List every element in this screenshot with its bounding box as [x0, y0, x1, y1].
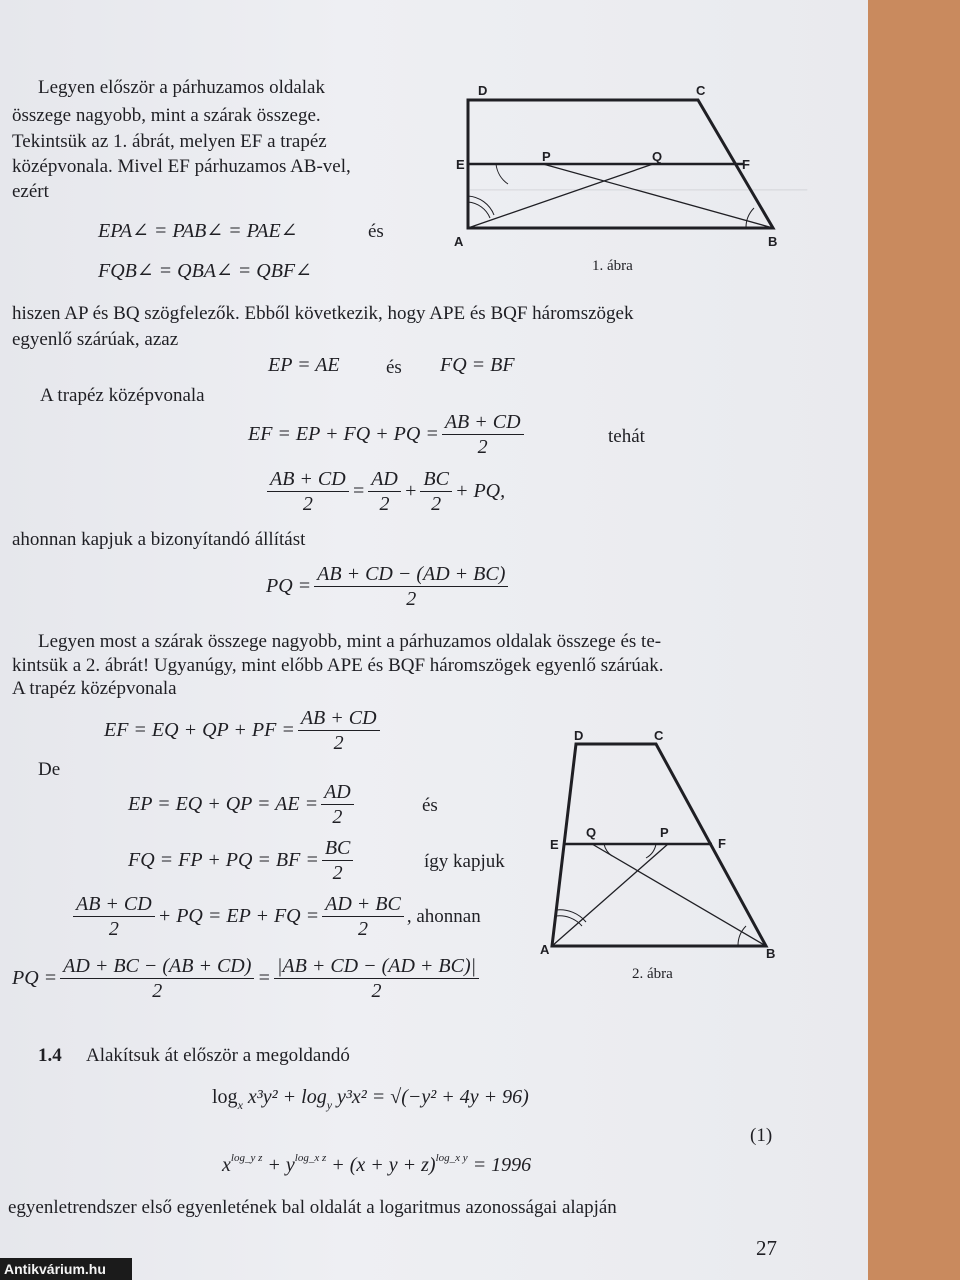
equation-logarithm [212, 1086, 529, 1112]
vertex-a-label: A [540, 942, 550, 957]
paragraph-line: Tekintsük az 1. ábrát, melyen EF a trapéz [12, 131, 327, 152]
denominator: 2 [108, 918, 119, 940]
vertex-p-label: P [542, 149, 551, 164]
vertex-c-label: C [696, 83, 706, 98]
equation-lhs: PQ = [266, 575, 312, 597]
figure-2-caption: 2. ábra [632, 966, 673, 982]
superscript: log_y z [230, 1152, 263, 1164]
equation-lhs: EF = EP + FQ + PQ = [248, 423, 439, 445]
fraction [442, 410, 524, 459]
vertex-q-label: Q [586, 825, 597, 840]
operator: + [403, 480, 418, 502]
watermark: Antikvárium.hu [0, 1258, 132, 1280]
figure-2-trapezoid [536, 726, 786, 966]
numerator: AD + BC [322, 892, 404, 917]
paragraph-line: kintsük a 2. ábrát! Ugyanúgy, mint előbb APE és BQF háromszögek egyenlő szárúak. [12, 655, 664, 676]
denominator: 2 [332, 806, 343, 828]
numerator: AB + CD − (AD + BC) [314, 562, 508, 587]
paragraph-line: középvonala. Mivel EF párhuzamos AB-vel, [12, 156, 351, 177]
vertex-e-label: E [550, 837, 559, 852]
equation-lhs: FQ = FP + PQ = BF = [128, 849, 319, 871]
equation-lhs: PQ = [12, 967, 58, 989]
numerator: BC [420, 467, 452, 492]
paragraph-line: Legyen most a szárak összege nagyobb, mint a párhuzamos oldalak összege és te- [38, 631, 662, 652]
vertex-f-label: F [718, 836, 726, 851]
paragraph-line: ahonnan kapjuk a bizonyítandó állítást [12, 529, 306, 550]
section-number: 1.4 [38, 1045, 62, 1066]
fraction [420, 467, 452, 516]
equation-text: + (x + y + z) [331, 1154, 436, 1176]
fraction [298, 706, 380, 755]
vertex-q-label: Q [652, 149, 663, 164]
equation-word: és [368, 221, 384, 242]
subscript: y [326, 1098, 333, 1112]
equation-text: y³x² = √(−y² + 4y + 96) [337, 1086, 529, 1108]
paragraph-line: A trapéz középvonala [12, 678, 177, 699]
equation-angles-1: EPA∠ = PAB∠ = PAE∠ [98, 220, 298, 242]
equation-pq-result [266, 562, 511, 611]
operator: = [257, 967, 271, 989]
superscript: log_x y [435, 1152, 468, 1164]
equation-word: tehát [608, 426, 645, 447]
equation-ef-sum [248, 410, 527, 459]
equation-fq [128, 836, 356, 885]
log-word: log [212, 1086, 238, 1108]
denominator: 2 [302, 493, 313, 515]
equation-midline-split [264, 467, 505, 516]
numerator: BC [322, 836, 354, 861]
numerator: AB + CD [267, 467, 349, 492]
denominator: 2 [406, 588, 417, 610]
equation-lhs: EP = EQ + QP = AE = [128, 793, 319, 815]
fraction [73, 892, 155, 941]
paragraph-line: De [38, 759, 61, 780]
vertex-d-label: D [478, 83, 488, 98]
equation-ep-ae: EP = AE [268, 354, 340, 376]
numerator: AB + CD [73, 892, 155, 917]
paragraph-line: A trapéz középvonala [40, 385, 205, 406]
equation-pq-abs [12, 954, 482, 1003]
fraction [314, 562, 508, 611]
fraction [368, 467, 401, 516]
superscript: log_x z [294, 1152, 327, 1164]
vertex-b-label: B [766, 946, 776, 961]
equation-lhs: EF = EQ + QP + PF = [104, 719, 295, 741]
equation-text: = 1996 [472, 1154, 532, 1176]
equation-word: , ahonnan [406, 906, 481, 927]
vertex-b-label: B [768, 234, 778, 249]
denominator: 2 [333, 732, 344, 754]
denominator: 2 [332, 862, 343, 884]
numerator: AB + CD [298, 706, 380, 731]
subscript: x [237, 1098, 243, 1112]
denominator: 2 [371, 980, 382, 1002]
equation-text: x³y² + log [247, 1086, 327, 1108]
operator: = [351, 480, 366, 502]
variable: y [285, 1154, 295, 1176]
vertex-c-label: C [654, 728, 664, 743]
paragraph-line: Alakítsuk át először a megoldandó [86, 1045, 350, 1066]
numerator: AD + BC − (AB + CD) [60, 954, 254, 979]
fraction [322, 892, 404, 941]
equation-word: és [386, 357, 402, 378]
numerator: |AB + CD − (AD + BC)| [274, 954, 479, 979]
numerator: AB + CD [442, 410, 524, 435]
page-number: 27 [756, 1236, 777, 1260]
denominator: 2 [357, 918, 368, 940]
equation-ef-sum-2 [104, 706, 383, 755]
fraction [322, 836, 354, 885]
fraction [60, 954, 254, 1003]
fraction [267, 467, 349, 516]
fraction [274, 954, 479, 1003]
denominator: 2 [152, 980, 163, 1002]
operator: + PQ, [454, 480, 506, 502]
operator: + PQ = EP + FQ = [157, 905, 320, 927]
bleed-through: ──────────────────────────── [470, 180, 808, 199]
denominator: 2 [477, 436, 488, 458]
figure-1-caption: 1. ábra [592, 258, 633, 274]
vertex-d-label: D [574, 728, 584, 743]
fraction [321, 780, 354, 829]
numerator: AD [368, 467, 401, 492]
paragraph-line: hiszen AP és BQ szögfelezők. Ebből következik, hogy APE és BQF háromszögek [12, 303, 634, 324]
paragraph-line: összege nagyobb, mint a szárak összege. [12, 105, 321, 126]
paragraph-line: Legyen először a párhuzamos oldalak [38, 77, 325, 98]
variable: x [222, 1154, 231, 1176]
vertex-e-label: E [456, 157, 465, 172]
numerator: AD [321, 780, 354, 805]
equation-sum [70, 892, 481, 941]
denominator: 2 [379, 493, 390, 515]
equation-ep [128, 780, 357, 829]
paragraph-line: ezért [12, 181, 49, 202]
vertex-f-label: F [742, 157, 750, 172]
equation-word: és [422, 795, 438, 816]
equation-angles-2: FQB∠ = QBA∠ = QBF∠ [98, 260, 312, 282]
equation-number: (1) [750, 1125, 773, 1146]
figure-1-trapezoid [448, 78, 798, 288]
equation-word: így kapjuk [424, 851, 505, 872]
paragraph-line: egyenlő szárúak, azaz [12, 329, 179, 350]
vertex-p-label: P [660, 825, 669, 840]
paragraph-line: egyenletrendszer első egyenletének bal oldalát a logaritmus azonosságai alapján [8, 1197, 617, 1218]
equation-fq-bf: FQ = BF [440, 354, 515, 376]
denominator: 2 [431, 493, 442, 515]
equation-exponential: $x^{log\_y z} + y^{log\_x z} + (x + y + z)^{log\_x y} = 1996$ [222, 1152, 532, 1176]
vertex-a-label: A [454, 234, 464, 249]
